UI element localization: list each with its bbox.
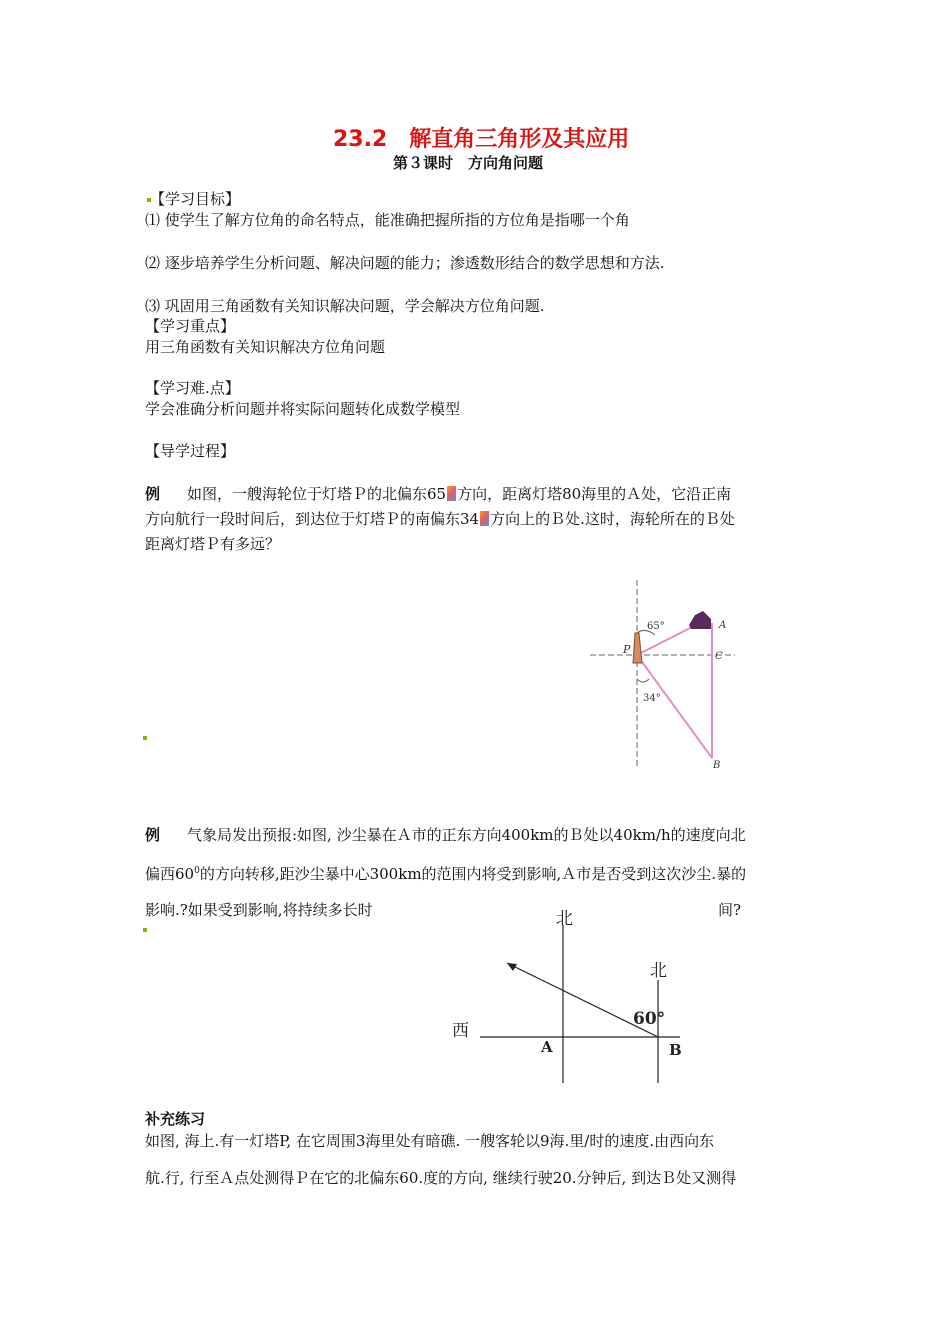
example1-line1b: 方向，距离灯塔80海里的Ａ处，它沿正南 bbox=[457, 485, 732, 503]
example1-line2 bbox=[145, 509, 735, 529]
north-label-right: 北 bbox=[650, 961, 667, 981]
example2-line2-sup: 0 bbox=[194, 866, 200, 876]
example2-label: 例 bbox=[145, 826, 161, 844]
example1-line2a: 方向航行一段时间后，到达位于灯塔Ｐ的南偏东34 bbox=[145, 510, 480, 528]
ship-icon bbox=[689, 611, 711, 629]
degree-symbol-icon bbox=[480, 511, 489, 526]
point-label-C: C bbox=[715, 651, 723, 662]
marker-dot bbox=[143, 928, 147, 932]
page-title: 23.2 解直角三角形及其应用 bbox=[333, 127, 630, 152]
practice-line1: 如图, 海上.有一灯塔P, 在它周围3海里处有暗礁. 一艘客轮以9海.里/时的速度.由西向东 bbox=[145, 1132, 715, 1150]
point-label-P: P bbox=[623, 643, 631, 656]
difficulty-text: 学会准确分析问题并将实际问题转化成数学模型 bbox=[145, 400, 461, 418]
point-label-B: B bbox=[669, 1041, 682, 1059]
lighthouse-figure bbox=[585, 575, 745, 775]
example2-line2a: 偏西60 bbox=[145, 865, 195, 883]
point-label-A: A bbox=[541, 1038, 553, 1056]
example2-line1: 气象局发出预报:如图, 沙尘暴在Ａ市的正东方向400km的Ｂ处以40km/h的速度向北 bbox=[187, 826, 746, 844]
west-label: 西 bbox=[452, 1021, 469, 1041]
difficulty-heading: 【学习难.点】 bbox=[145, 379, 240, 397]
page-subtitle: 第３课时 方向角问题 bbox=[393, 154, 544, 172]
angle-label-60: 60° bbox=[633, 1009, 666, 1029]
goals-heading: 【学习目标】 bbox=[150, 190, 241, 208]
example2-line2 bbox=[145, 861, 746, 884]
sandstorm-figure bbox=[445, 900, 705, 1090]
lighthouse-icon bbox=[633, 633, 642, 663]
angle-arc-bottom bbox=[637, 679, 649, 682]
point-label-A: A bbox=[719, 620, 727, 631]
example1-line1a: 如图，一艘海轮位于灯塔Ｐ的北偏东65 bbox=[187, 485, 447, 503]
example1-line2b: 方向上的Ｂ处.这时，海轮所在的Ｂ处 bbox=[490, 510, 735, 528]
key-heading: 【学习重点】 bbox=[145, 317, 236, 335]
goal-item-2: ⑵ 逐步培养学生分析问题、解决问题的能力；渗透数形结合的数学思想和方法. bbox=[145, 254, 665, 272]
key-text: 用三角函数有关知识解决方位角问题 bbox=[145, 338, 386, 356]
goal-item-1: ⑴ 使学生了解方位角的命名特点，能准确把握所指的方位角是指哪一个角 bbox=[145, 211, 630, 229]
point-label-B: B bbox=[713, 760, 721, 771]
example1-line1 bbox=[187, 484, 731, 504]
degree-symbol-icon bbox=[447, 486, 456, 501]
practice-line2: 航.行, 行至Ａ点处测得Ｐ在它的北偏东60.度的方向, 继续行驶20.分钟后, 到达Ｂ处又测得 bbox=[145, 1169, 737, 1187]
segment-PB bbox=[637, 655, 712, 758]
example2-line2b: 的方向转移,距沙尘暴中心300km的范围内将受到影响,Ａ市是否受到这次沙尘.暴的 bbox=[199, 865, 747, 883]
marker-dot bbox=[143, 736, 147, 740]
angle-label-bottom: 34° bbox=[643, 693, 661, 704]
example1-line3: 距离灯塔Ｐ有多远？ bbox=[145, 535, 281, 553]
example2-line3a: 影响.?如果受到影响,将持续多长时 bbox=[145, 901, 373, 919]
angle-label-top: 65° bbox=[647, 621, 665, 632]
process-heading: 【导学过程】 bbox=[145, 442, 236, 460]
goal-item-3: ⑶ 巩固用三角函数有关知识解决问题，学会解决方位角问题. bbox=[145, 297, 545, 315]
example1-label: 例 bbox=[145, 485, 161, 503]
north-label-top: 北 bbox=[556, 909, 573, 929]
example2-line3b: 间? bbox=[718, 901, 742, 919]
practice-heading: 补充练习 bbox=[145, 1110, 206, 1128]
